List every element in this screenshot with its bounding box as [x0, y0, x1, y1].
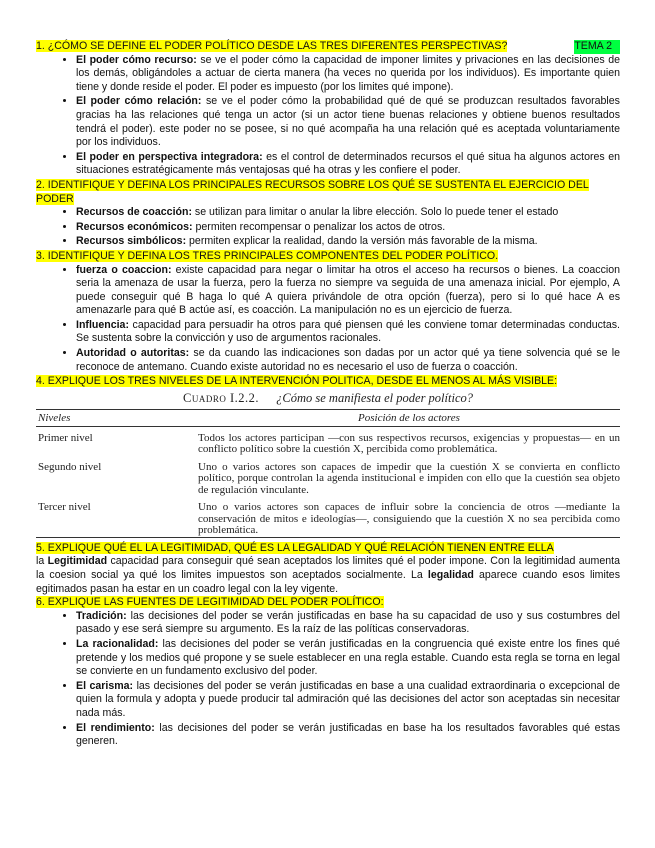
- item-text: es el control de determinados recursos el qué situa ha algunos actores en situaciones estratégicamente más ventajosas qué ha otras y les confiere el poder.: [76, 150, 620, 177]
- item-text: las decisiones del poder se verán justificadas en base a una cualidad extraordinaria o excepcional de quien la formula y adopta y puede producir tal admiración qué las decisiones del actor son aceptadas sin necesitar nada más.: [76, 679, 620, 719]
- question-1-header: [36, 40, 620, 54]
- question-1-list: [36, 54, 620, 178]
- table-header-rule: [36, 426, 620, 427]
- list-item: [76, 638, 620, 679]
- question-2-list: [36, 206, 620, 249]
- cuadro-caption: [36, 391, 620, 406]
- item-text: se ve el poder cómo la capacidad de imponer limites y privaciones en las decisiones de los demás, obligándoles a actuar de cierta manera (ha veces no querida por los individuos). Es importante quien tiene y donde reside el poder. El poder es impuesto (por los limites qué impone).: [76, 53, 620, 93]
- cuadro-table: [36, 391, 620, 538]
- para-term: Legitimidad: [47, 555, 108, 568]
- item-text: las decisiones del poder se verán justificadas en base ha los resultados favorables qué estas generen.: [76, 721, 620, 748]
- cuadro-label: Cuadro I.2.2.: [183, 390, 260, 405]
- list-item: [76, 722, 620, 749]
- item-text: las decisiones del poder se verán justificadas en base ha su capacidad de uso y sus costumbres del pasado y ese será siempre su argumento. Es la raíz de las políticas conservadoras.: [76, 609, 620, 636]
- item-term: Tradición:: [76, 609, 127, 622]
- item-text: permiten recompensar o penalizar los actos de otros.: [192, 220, 446, 233]
- item-term: El rendimiento:: [76, 721, 155, 734]
- item-text: existe capacidad para negar o limitar ha otros el acceso ha recursos o bienes. La coaccion seria la amenaza de usar la fuerza, pero la fuerza no siempre va seguida de una amenaza inicial. Por ejemplo, A puede conseguir qué B haga lo qué A quiera privándole de otra opción (fuerza), pero si lo qué hace A es amenazarle para qué B actúe así, es coacción. La manipulación no es un ejercicio de fuerza.: [76, 263, 621, 317]
- list-item: [76, 95, 620, 149]
- question-2-title: 2. IDENTIFIQUE Y DEFINA LOS PRINCIPALES RECURSOS SOBRE LOS QUÉ SE SUSTENTA EL EJERCICIO DEL PODER: [36, 178, 589, 205]
- list-item: [76, 610, 620, 637]
- para-text: la: [36, 555, 48, 568]
- row-desc: Todos los actores participan —con sus respectivos recursos, exigencias y propuestas— en un conflicto político sobre la cuestión X, percibida como problemática.: [198, 431, 620, 456]
- table-header-row: [36, 410, 620, 426]
- item-term: fuerza o coaccion:: [76, 263, 172, 276]
- cuadro-caption-text: ¿Cómo se manifiesta el poder político?: [276, 390, 473, 405]
- item-term: El poder cómo relación:: [76, 95, 202, 108]
- item-term: El poder cómo recurso:: [76, 53, 197, 66]
- document-page: [36, 40, 620, 750]
- list-item: [76, 54, 620, 95]
- list-item: [76, 206, 620, 220]
- list-item: [76, 680, 620, 721]
- row-desc: Uno o varios actores son capaces de influir sobre la conciencia de otros —mediante la conservación de mitos e ideologías—, consiguiendo que la cuestión X no sea percibida como problemática.: [198, 501, 620, 537]
- para-text: capacidad para conseguir qué sean aceptados los limites qué el poder impone. Con la legitimidad aumenta la coesion social ya qué los limites impuestos son aceptados socialmente. La: [36, 555, 620, 582]
- list-item: [76, 347, 620, 374]
- item-term: Recursos de coacción:: [76, 206, 192, 219]
- tema-badge: TEMA 2: [574, 40, 620, 54]
- item-term: Recursos económicos:: [76, 220, 193, 233]
- list-item: [76, 151, 620, 178]
- item-text: se ve el poder cómo la probabilidad qué de qué se produzcan resultados favorables gracias ha las relaciones qué tenga un actor (si un actor tiene buenas relaciones y obtiene buenos resultados tendrá el poder). este poder no se posee, si no qué acompaña ha una relación qué es aceptada voluntariamente por los individuos.: [76, 95, 620, 149]
- item-text: las decisiones del poder se verán justificadas en la congruencia qué existe entre los fines qué pretende y los medios qué propone y se suele establecer en una regla estable. Cuando esta regla se torna en legal se convierte en un fundamento exclusivo del poder.: [76, 638, 620, 678]
- table-row: [36, 462, 620, 497]
- item-text: se da cuando las indicaciones son dadas por un actor qué ya tiene solvencia qué se le reconoce de antemano. Cuando existe autoridad no es necesario el uso de fuerza o coacción.: [76, 347, 620, 373]
- list-item: [76, 221, 620, 235]
- item-text: se utilizan para limitar o anular la libre elección. Solo lo puede tener el estado: [191, 206, 559, 219]
- list-item: [76, 264, 620, 318]
- question-4-title: 4. EXPLIQUE LOS TRES NIVELES DE LA INTERVENCIÓN POLITICA, DESDE EL MENOS AL MÁS VISIBLE:: [36, 375, 558, 388]
- question-6-list: [36, 610, 620, 749]
- header-niveles: Niveles: [38, 411, 71, 424]
- item-term: Recursos simbólicos:: [76, 235, 187, 248]
- table-row: [36, 502, 620, 537]
- header-posicion: Posición de los actores: [358, 411, 460, 424]
- item-term: Influencia:: [76, 318, 129, 331]
- question-3-title: 3. IDENTIFIQUE Y DEFINA LOS TRES PRINCIPALES COMPONENTES DEL PODER POLÍTICO.: [36, 249, 499, 262]
- item-term: La racionalidad:: [76, 638, 159, 650]
- list-item: [76, 319, 620, 346]
- para-text: aparece cuando esos limites egitimados pasan ha estar en un coadro legal con la ley vigente.: [36, 569, 620, 595]
- table-row: [36, 433, 620, 456]
- question-3-list: [36, 264, 620, 375]
- question-1-title: 1. ¿CÓMO SE DEFINE EL PODER POLÍTICO DESDE LAS TRES DIFERENTES PERSPECTIVAS?: [36, 40, 508, 52]
- list-item: [76, 235, 620, 249]
- row-level: Primer nivel: [38, 431, 93, 444]
- item-term: El carisma:: [76, 679, 134, 692]
- item-text: permiten explicar la realidad, dando la versión más favorable de la misma.: [186, 235, 538, 248]
- row-level: Tercer nivel: [38, 501, 91, 514]
- question-5-title: 5. EXPLIQUE QUÉ EL LA LEGITIMIDAD, QUÉ ES LA LEGALIDAD Y QUÉ RELACIÓN TIENEN ENTRE ELLA: [36, 541, 554, 554]
- row-level: Segundo nivel: [38, 460, 102, 473]
- row-desc: Uno o varios actores son capaces de impedir que la cuestión X se convierta en conflicto político, porque controlan la agenda institucional e impiden con ello que la cuestión sea objeto de regulación vinculante.: [198, 460, 620, 496]
- item-term: Autoridad o autoritas:: [76, 347, 190, 360]
- question-6-title: 6. EXPLIQUE LAS FUENTES DE LEGITIMIDAD DEL PODER POLÍTICO:: [36, 596, 384, 609]
- para-term: legalidad: [427, 569, 474, 582]
- item-term: El poder en perspectiva integradora:: [76, 150, 263, 163]
- item-text: capacidad para persuadir ha otros para qué piensen qué les conviene tomar determinadas conductas. Se sustenta sobre la convicción y uso de argumentos racionales.: [76, 318, 620, 345]
- legitimidad-paragraph: [36, 555, 620, 596]
- table-bottom-rule: [36, 537, 620, 538]
